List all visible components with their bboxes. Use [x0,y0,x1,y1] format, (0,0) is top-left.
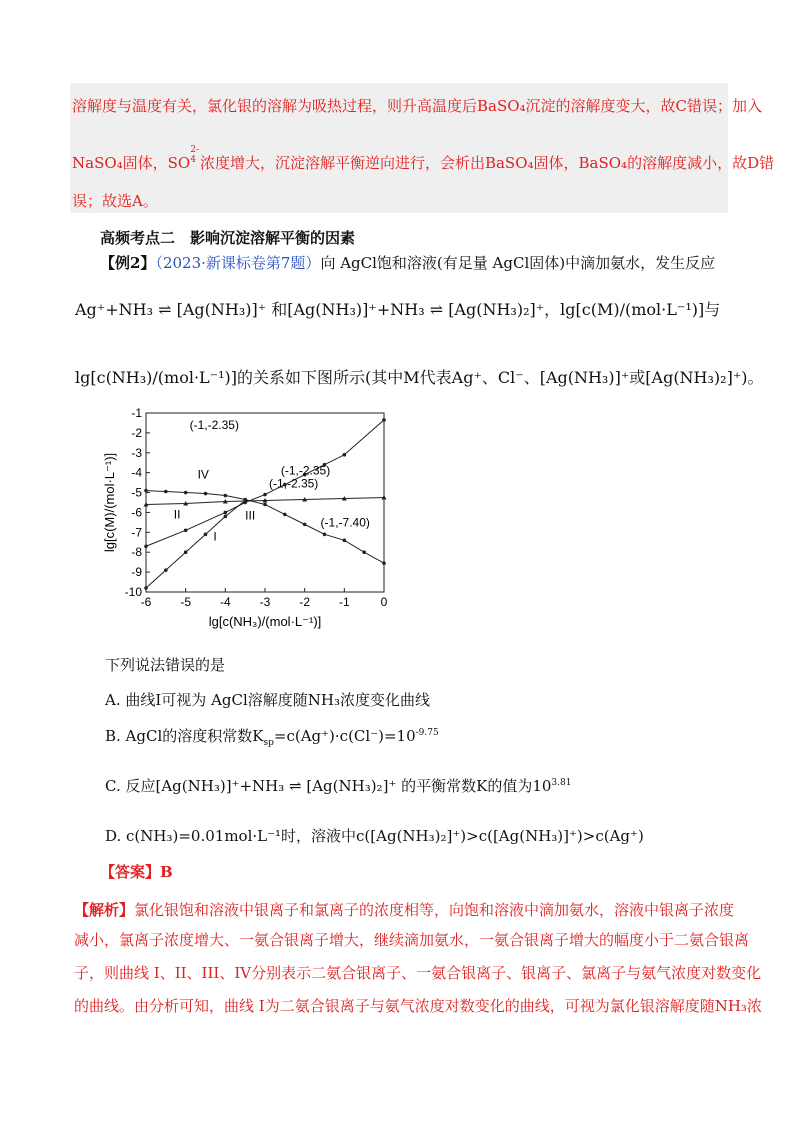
series-line-I [146,501,245,589]
data-point-II [144,544,148,548]
section-heading: 高频考点二 影响沉淀溶解平衡的因素 [100,229,356,247]
data-point-III [382,561,386,565]
y-axis-title: lg[c(M)/(mol·L⁻¹)] [102,452,117,553]
equation-line-1: Ag⁺+NH₃ ⇌ [Ag(NH₃)]⁺ 和[Ag(NH₃)]⁺+NH₃ ⇌ [Ag(NH₃)₂]⁺，lg[c(M)/(mol·L⁻¹)]与 [75,300,721,319]
y-tick-label: -10 [124,585,142,599]
x-tick-label: -2 [299,595,311,609]
option-b-exponent: -9.75 [415,728,439,738]
question-stem: 下列说法错误的是 [105,656,226,674]
data-point-III [224,494,228,498]
so4-sub: 4 [190,155,196,165]
option-a: A. 曲线I可视为 AgCl溶解度随NH₃浓度变化曲线 [105,691,430,709]
y-tick-label: -4 [131,465,142,480]
x-tick-label: -5 [180,595,192,609]
data-point-II [382,418,386,422]
example-source: （2023·新课标卷第7题） [155,254,321,272]
option-c-text: C. 反应[Ag(NH₃)]⁺+NH₃ ⇌ [Ag(NH₃)₂]⁺ 的平衡常数K的值为10 [105,777,552,795]
box-line-1: 溶解度与温度有关，氯化银的溶解为吸热过程，则升高温度后BaSO₄沉淀的溶解度变大，故C错误；加入 [72,97,763,115]
option-b-expr: =c(Ag⁺)·c(Cl⁻)=10 [273,727,416,745]
y-tick-label: -5 [131,485,142,500]
data-point-II [343,453,347,457]
option-b-text: B. AgCl的溶度积常数K [105,727,264,745]
data-point-III [144,489,148,493]
x-tick-label: -1 [338,595,350,609]
y-tick-label: -6 [131,505,142,520]
data-point-II [224,511,228,515]
y-tick-label: -3 [131,445,142,460]
x-tick-label: -6 [140,595,152,609]
option-b [105,726,439,746]
box-line-2 [72,145,775,173]
data-point-III [303,523,307,527]
data-point-III [184,491,188,495]
option-b-sub: sp [263,738,274,748]
chart-annotation: II [173,507,181,522]
data-point-III [263,503,267,507]
chart-annotation: (-1,-2.35) [280,463,331,478]
data-point-III [283,513,287,517]
x-tick-label: -3 [259,595,271,609]
data-point-III [323,533,327,537]
y-tick-label: -7 [131,525,142,540]
analysis-line-3: 子，则曲线 I、II、III、IV分别表示二氨合银离子、一氨合银离子、银离子、氯离子与氨气浓度对数变化 [74,964,762,982]
analysis-line-1 [74,900,734,920]
box-line-3: 误；故选A。 [72,192,158,210]
option-c [105,776,571,796]
so4-charge: 2- [190,145,200,155]
y-tick-label: -1 [131,406,142,420]
analysis-text-1: 氯化银饱和溶液中银离子和氯离子的浓度相等，向饱和溶液中滴加氨水，溶液中银离子浓度 [134,901,735,919]
analysis-line-2: 减小，氯离子浓度增大、一氨合银离子增大，继续滴加氨水，一氨合银离子增大的幅度小于二氨合银离 [74,931,750,949]
data-point-I [164,568,168,572]
data-point-I [204,533,208,537]
analysis-tag: 【解析】 [74,901,135,919]
chart-annotation: (-1,-2.35) [268,476,319,491]
option-d: D. c(NH₃)=0.01mol·L⁻¹时，溶液中c([Ag(NH₃)₂]⁺)>c([Ag(NH₃)]⁺)>c(Ag⁺) [105,827,644,845]
box-line-2b: 浓度增大，沉淀溶解平衡逆向进行，会析出BaSO₄固体，BaSO₄的溶解度减小，故D错 [199,154,775,172]
data-point-III [343,538,347,542]
option-c-exponent: 3.81 [551,778,572,788]
chart-annotation: (-1,-7.40) [320,515,370,530]
data-point-I [224,515,228,519]
data-point-II [184,529,188,533]
example-line [100,253,715,273]
y-tick-label: -9 [131,565,142,580]
y-tick-label: -8 [131,545,142,560]
x-tick-label: 0 [380,595,388,609]
box-line-2a: NaSO₄固体，SO [72,154,191,172]
x-axis-title: lg[c(NH₃)/(mol·L⁻¹)] [208,614,322,629]
chart-annotation: (-1,-2.35) [189,417,239,432]
chart-annotation: IV [197,467,209,482]
data-point-II [263,493,267,497]
analysis-line-4: 的曲线。由分析可知，曲线 I为二氨合银离子与氨气浓度对数变化的曲线，可视为氯化银溶解度随NH₃浓 [74,997,762,1015]
y-tick-label: -2 [131,425,142,440]
data-point-III [164,490,168,494]
chart-annotation: III [245,508,256,523]
data-point-I [184,550,188,554]
chart-annotation: I [213,529,217,544]
data-point-III [362,550,366,554]
data-point-I [144,586,148,590]
equation-line-2: lg[c(NH₃)/(mol·L⁻¹)]的关系如下图所示(其中M代表Ag⁺、Cl⁻、[Ag(NH₃)]⁺或[Ag(NH₃)₂]⁺)。 [75,368,764,387]
data-point-III [204,492,208,496]
x-tick-label: -4 [219,595,231,609]
example-text: 向 AgCl饱和溶液(有足量 AgCl固体)中滴加氨水，发生反应 [320,254,716,272]
example-tag: 【例2】 [100,254,156,272]
chart [100,405,400,645]
answer-label: 【答案】B [100,863,173,881]
